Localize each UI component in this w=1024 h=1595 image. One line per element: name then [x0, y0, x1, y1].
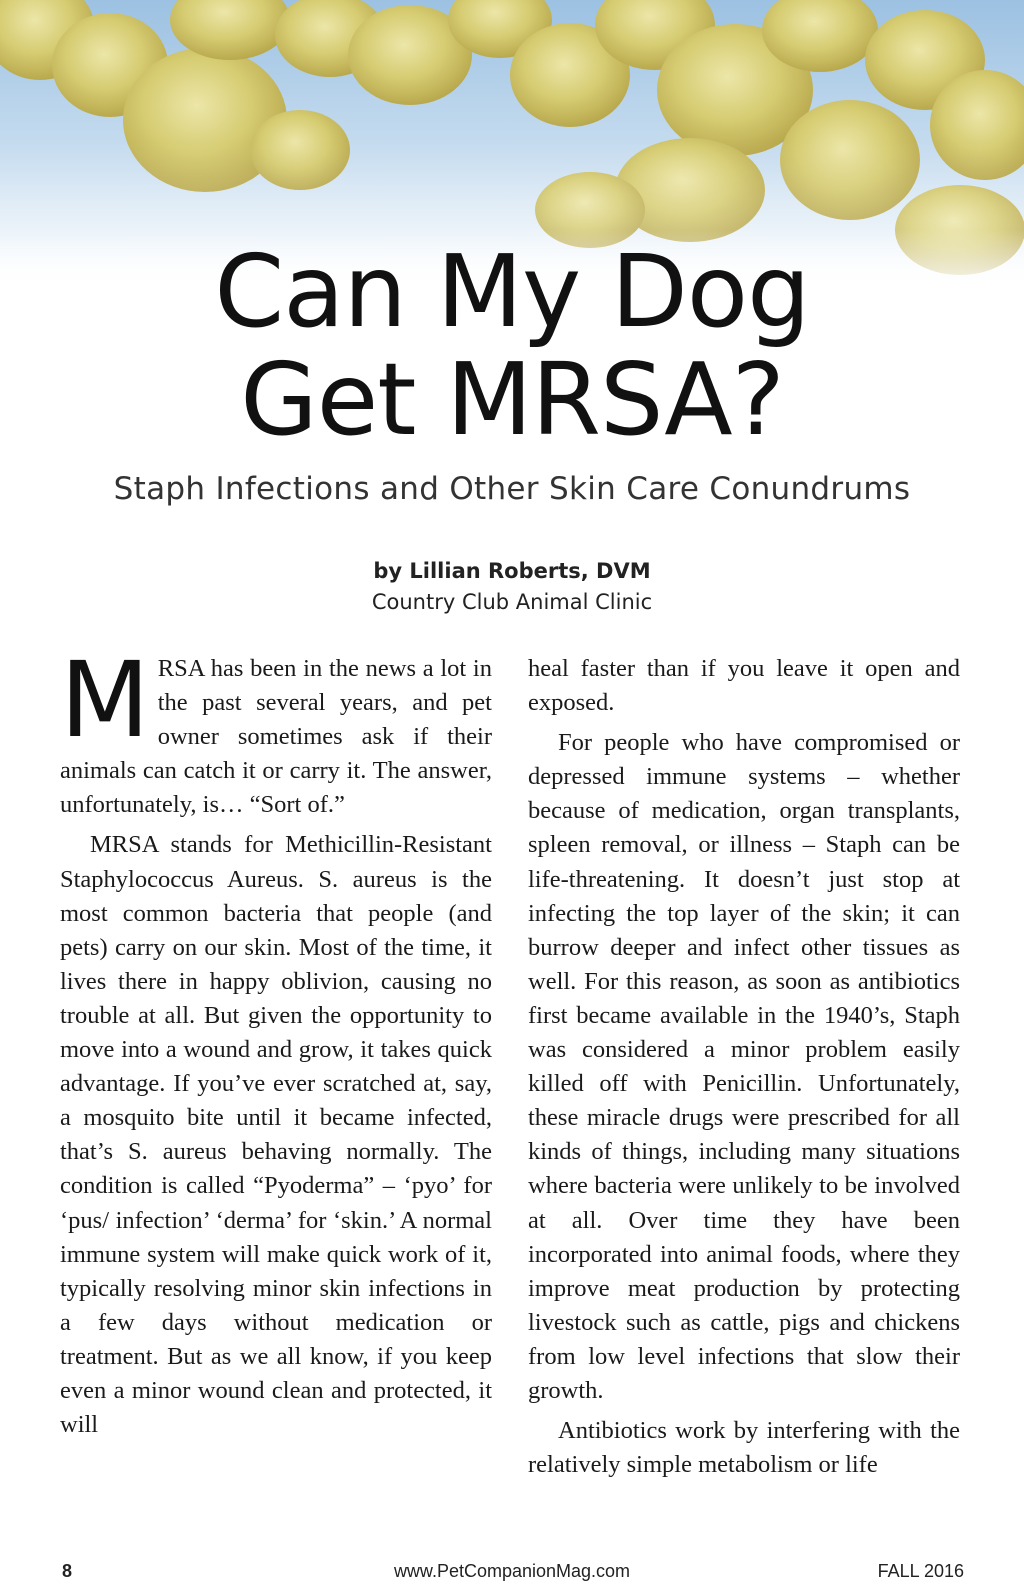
paragraph-1 [60, 639, 492, 822]
author-affiliation: Country Club Animal Clinic [371, 590, 653, 614]
paragraph-1-text: RSA has been in the news a lot in the past several years, and pet owner sometimes ask if their animals can catch it or carry it. The answer, unfortunately, is… “Sort of.” [60, 655, 492, 819]
paragraph-2: MRSA stands for Methicillin-Resistant Staphylococcus Aureus. S. aureus is the most common bacteria that people (and pets) carry on our skin. Most of the time, it lives there in happy oblivion, causing no trouble at all. But given the opportunity to move into a wound and grow, it takes quick advantage. If you’ve ever scratched at, say, a mosquito bite until it became infected, that’s S. aureus behaving normally. The condition is called “Pyoderma” – ‘pyo’ for ‘pus/ infection’ ‘derma’ for ‘skin.’ A normal immune system will make quick work of it, typically resolving minor skin infections in a few days without medication or treatment. But as we all know, if you keep even a minor wound clean and protected, it will [60, 831, 492, 1439]
author-byline: by Lillian Roberts, DVM [373, 559, 651, 583]
page-number: 8 [62, 1561, 73, 1581]
paragraph-4: For people who have compromised or depressed immune systems – whether because of medication, organ transplants, spleen removal, or illness – Staph can be life-threatening. It doesn’t just stop at infecting the top layer of the skin; it can burrow deeper and infect other tissues as well. For this reason, as soon as antibiotics first became available in the 1940’s, Staph was considered a minor problem easily killed off with Penicillin. Unfortunately, these miracle drugs were prescribed for all kinds of things, including many situations where bacteria were unlikely to be involved at all. Over time they have been incorporated into animal foods, where they improve meat production by protecting livestock such as cattle, pigs and chickens from low level infections that slow their growth. [528, 729, 960, 1404]
website-url: www.PetCompanionMag.com [393, 1561, 631, 1581]
article-subtitle: Staph Infections and Other Skin Care Conundrums [113, 471, 911, 507]
body-column-left [60, 639, 492, 1442]
body-column-right [528, 652, 960, 1482]
title-line-1: Can My Dog [214, 233, 810, 350]
paragraph-5: Antibiotics work by interfering with the relatively simple metabolism or life [528, 1417, 960, 1479]
drop-cap: M [60, 639, 150, 761]
article-title [0, 233, 1024, 458]
issue-label: FALL 2016 [877, 1561, 964, 1581]
title-line-2: Get MRSA? [240, 341, 784, 458]
paragraph-3: heal faster than if you leave it open and exposed. [528, 655, 960, 717]
